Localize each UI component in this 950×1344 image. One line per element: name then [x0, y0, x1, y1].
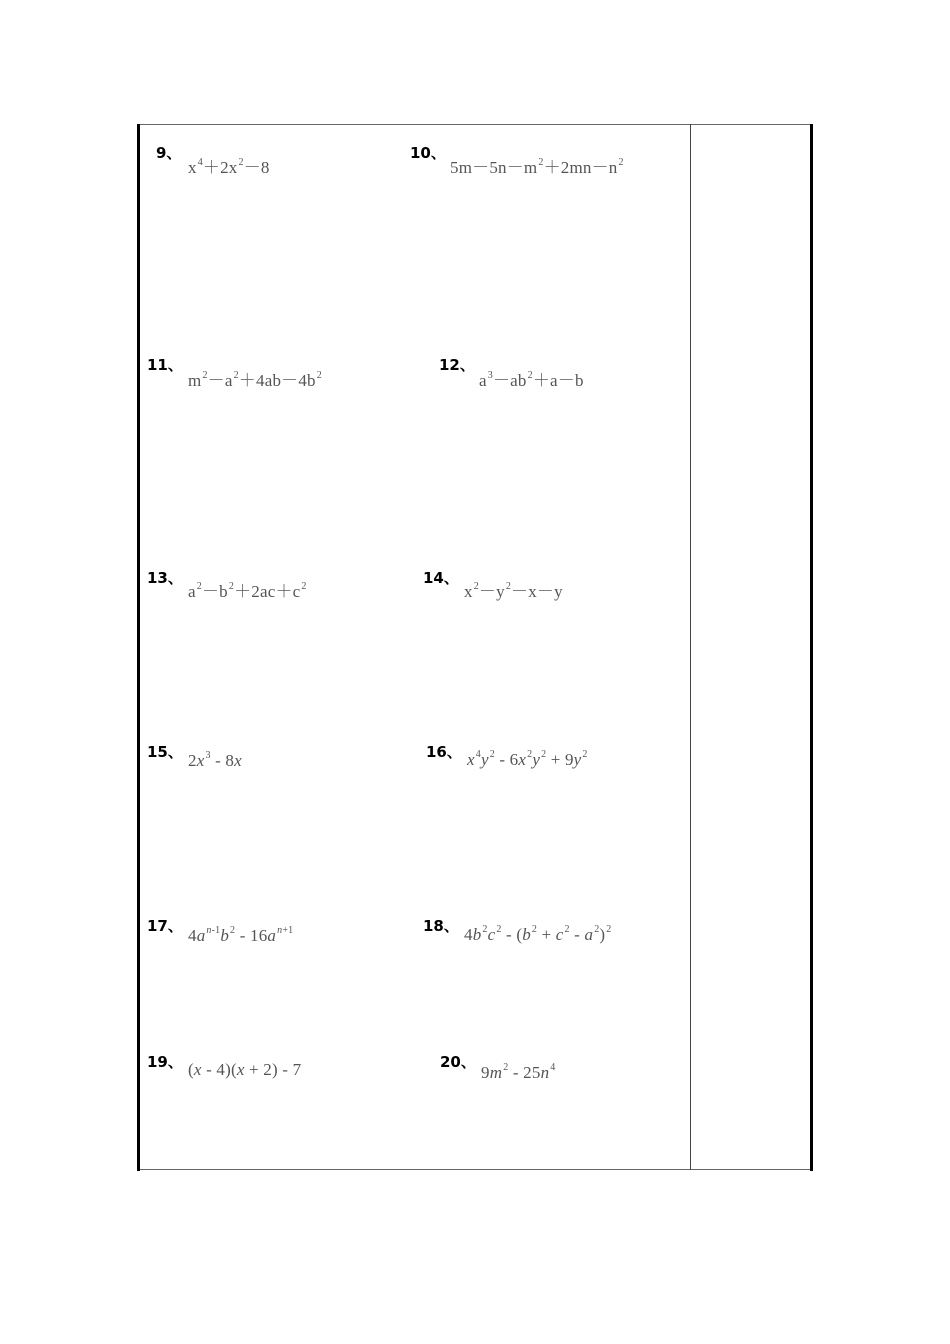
problem-table	[137, 124, 813, 1170]
problem-expression: $2x^3 - 8x$	[188, 750, 242, 770]
problem-number: 13、	[147, 569, 183, 587]
problem-expression: $x^2-y^2-x-y$	[464, 581, 563, 601]
problem-expression: $9m^2 - 25n^4$	[481, 1062, 556, 1082]
table-top-border	[137, 124, 813, 125]
problem-number: 17、	[147, 917, 183, 935]
problem-number: 18、	[423, 917, 459, 935]
problem-expression: $4a^{n-1}b^2 - 16a^{n+1}$	[188, 925, 294, 945]
problem-expression: (x - 4)(x + 2) - 7	[188, 1060, 302, 1079]
table-column-divider	[690, 124, 691, 1170]
problem-expression: $a^2-b^2+2ac+c^2$	[188, 581, 307, 601]
table-bottom-border	[137, 1169, 813, 1170]
table-left-border	[137, 124, 140, 1171]
problem-expression: $a^3-ab^2+a-b$	[479, 370, 584, 390]
problem-number: 16、	[426, 743, 462, 761]
problem-expression: $x^4y^2 - 6x^2y^2 + 9y^2$	[467, 749, 588, 769]
problem-number: 15、	[147, 743, 183, 761]
problem-expression: $x^4+2x^2-8$	[188, 157, 270, 177]
problem-number: 10、	[410, 144, 446, 162]
problem-number: 19、	[147, 1053, 183, 1071]
problem-expression: $m^2-a^2+4ab-4b^2$	[188, 370, 322, 390]
problem-number: 14、	[423, 569, 459, 587]
table-right-border	[810, 124, 813, 1171]
problem-number: 9、	[156, 144, 182, 162]
problem-number: 12、	[439, 356, 475, 374]
problem-expression: $4b^2c^2 - (b^2 + c^2 - a^2)^2$	[464, 924, 612, 944]
problem-number: 11、	[147, 356, 183, 374]
problem-expression: $5m-5n-m^2+2mn-n^2$	[450, 157, 624, 177]
problem-number: 20、	[440, 1053, 476, 1071]
